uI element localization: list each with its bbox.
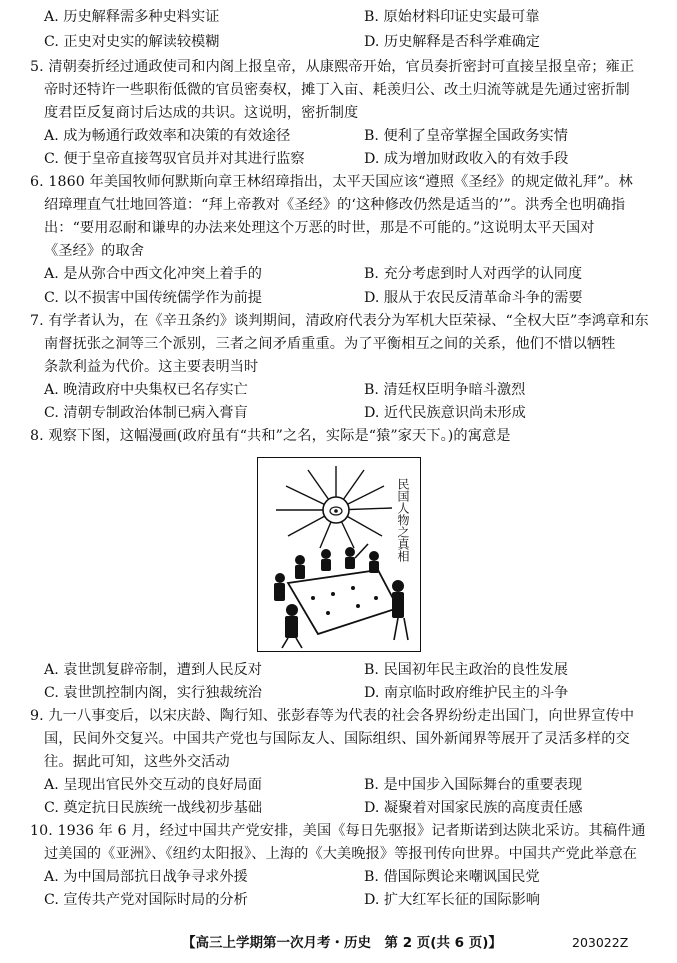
q5-options-row-1: [0, 125, 677, 147]
q8-option-c[interactable]: C. 袁世凯控制内阁，实行独裁统治: [44, 685, 262, 701]
q6-stem-line-1: [0, 171, 677, 193]
q6-stem-text: 出：“要用忍耐和谦卑的办法来处理这个万恶的时世，那是不可能的。”这说明太平天国对: [44, 220, 595, 236]
q7-stem-text: 7. 有学者认为，在《辛丑条约》谈判期间，清政府代表分为军机大臣荣禄、“全权大臣”李鸿章和东: [30, 313, 649, 329]
q9-options-row-2: [0, 797, 677, 819]
q6-option-c[interactable]: C. 以不损害中国传统儒学作为前提: [44, 290, 262, 306]
q4-option-b[interactable]: B. 原始材料印证史实最可靠: [364, 9, 540, 25]
q10-option-c[interactable]: C. 宣传共产党对国际时局的分析: [44, 892, 248, 908]
q10-option-a[interactable]: A. 为中国局部抗日战争寻求外援: [44, 869, 248, 885]
q5-stem-text: 帝时还特许一些职衔低微的官员密奏权，摊丁入亩、耗羡归公、改土归流等就是先通过密折制: [44, 82, 630, 98]
q5-option-c[interactable]: C. 便于皇帝直接驾驭官员并对其进行监察: [44, 151, 305, 167]
q7-stem-text: 条款利益为代价。这主要表明当时: [44, 359, 259, 375]
q7-stem-text: 南督抚张之洞等三个派别，三者之间矛盾重重。为了平衡相互之间的关系，他们不惜以牺牲: [44, 336, 616, 352]
q10-stem-line-2: [0, 843, 677, 865]
q7-stem-line-2: [0, 333, 677, 355]
q7-option-d[interactable]: D. 近代民族意识尚未形成: [364, 405, 526, 421]
footer-code: 203022Z: [572, 935, 629, 950]
q9-option-d[interactable]: D. 凝聚着对国家民族的高度责任感: [364, 800, 583, 816]
q5-stem-text: 度君臣反复商讨后达成的共识。这说明，密折制度: [44, 105, 359, 121]
table-icon: [288, 570, 398, 634]
q6-stem-line-4: [0, 240, 677, 262]
q10-stem-line-1: [0, 820, 677, 842]
q4-options-row-1: [0, 6, 677, 28]
q9-option-a[interactable]: A. 呈现出官民外交互动的良好局面: [44, 777, 262, 793]
q9-stem-text: 9. 九一八事变后，以宋庆龄、陶行知、张彭春等为代表的社会各界纷纷走出国门，向世界宣传中: [30, 708, 635, 724]
q8-stem-line-1: [0, 425, 677, 447]
page-footer: [0, 932, 677, 954]
q9-stem-text: 国，民间外交复兴。中国共产党也与国际友人、国际组织、国外新闻界等展开了灵活多样的交: [44, 731, 630, 747]
q10-options-row-2: [0, 889, 677, 911]
q9-option-b[interactable]: B. 是中国步入国际舞台的重要表现: [364, 777, 583, 793]
q6-stem-line-3: [0, 217, 677, 239]
q9-stem-line-3: [0, 751, 677, 773]
q10-option-b[interactable]: B. 借国际舆论来嘲讽国民党: [364, 869, 540, 885]
q10-options-row-1: [0, 866, 677, 888]
q6-option-d[interactable]: D. 服从于农民反清革命斗争的需要: [364, 290, 583, 306]
q6-options-row-1: [0, 263, 677, 285]
cartoon-drawing: [258, 458, 419, 650]
q9-option-c[interactable]: C. 奠定抗日民族统一战线初步基础: [44, 800, 262, 816]
q7-option-c[interactable]: C. 清朝专制政治体制已病入膏肓: [44, 405, 248, 421]
q6-stem-line-2: [0, 194, 677, 216]
q8-options-row-2: [0, 682, 677, 704]
q5-stem-line-3: [0, 102, 677, 124]
q5-option-d[interactable]: D. 成为增加财政收入的有效手段: [364, 151, 569, 167]
q6-option-a[interactable]: A. 是从弥合中西文化冲突上着手的: [44, 266, 262, 282]
q9-options-row-1: [0, 774, 677, 796]
q9-stem-line-1: [0, 705, 677, 727]
q8-option-b[interactable]: B. 民国初年民主政治的良性发展: [364, 662, 568, 678]
q5-option-a[interactable]: A. 成为畅通行政效率和决策的有效途径: [44, 128, 291, 144]
q5-options-row-2: [0, 148, 677, 170]
q5-stem-line-1: [0, 56, 677, 78]
cartoon-caption: 民国人物之真相: [396, 478, 410, 562]
q9-stem-line-2: [0, 728, 677, 750]
q6-options-row-2: [0, 287, 677, 309]
footer-title: 【高三上学期第一次月考・历史 第 2 页(共 6 页)】: [182, 935, 502, 951]
q6-option-b[interactable]: B. 充分考虑到时人对西学的认同度: [364, 266, 583, 282]
q6-stem-text: 绍璋理直气壮地回答道：“拜上帝教对《圣经》的‘这种修改仍然是适当的’”。洪秀全也明确指: [44, 197, 626, 213]
q5-option-b[interactable]: B. 便利了皇帝掌握全国政务实情: [364, 128, 568, 144]
q7-stem-line-3: [0, 356, 677, 378]
q6-stem-text: 《圣经》的取舍: [44, 243, 145, 259]
q10-option-d[interactable]: D. 扩大红军长征的国际影响: [364, 892, 540, 908]
q8-option-d[interactable]: D. 南京临时政府维护民主的斗争: [364, 685, 569, 701]
political-cartoon: [257, 457, 421, 652]
q10-stem-text: 10. 1936 年 6 月，经过中国共产党安排，美国《每日先驱报》记者斯诺到达陕北采访。其稿件通: [30, 823, 646, 839]
q8-option-a[interactable]: A. 袁世凯复辟帝制，遭到人民反对: [44, 662, 262, 678]
q4-options-row-2: [0, 31, 677, 53]
q10-stem-text: 过美国的《亚洲》、《纽约太阳报》、上海的《大美晚报》等报刊传向世界。中国共产党此举意在: [44, 846, 638, 862]
q7-stem-line-1: [0, 310, 677, 332]
q5-stem-line-2: [0, 79, 677, 101]
q6-stem-text: 6. 1860 年美国牧师何默斯向章王林绍璋指出，太平天国应该“遵照《圣经》的规定做礼拜”。林: [30, 174, 633, 190]
q7-option-b[interactable]: B. 清廷权臣明争暗斗激烈: [364, 382, 526, 398]
q9-stem-text: 往。据此可知，这些外交活动: [44, 754, 230, 770]
q4-option-a[interactable]: A. 历史解释需多种史料实证: [44, 9, 220, 25]
q8-stem-text: 8. 观察下图，这幅漫画(政府虽有“共和”之名，实际是“猿”家天下。)的寓意是: [30, 428, 511, 444]
q8-options-row-1: [0, 659, 677, 681]
q4-option-d[interactable]: D. 历史解释是否科学难确定: [364, 34, 540, 50]
q7-option-a[interactable]: A. 晚清政府中央集权已名存实亡: [44, 382, 248, 398]
q7-options-row-1: [0, 379, 677, 401]
q7-options-row-2: [0, 402, 677, 424]
q5-stem-text: 5. 清朝奏折经过通政使司和内阁上报皇帝，从康熙帝开始，官员奏折密封可直接呈报皇帝；雍正: [30, 59, 635, 75]
q4-option-c[interactable]: C. 正史对史实的解读较模糊: [44, 34, 220, 50]
